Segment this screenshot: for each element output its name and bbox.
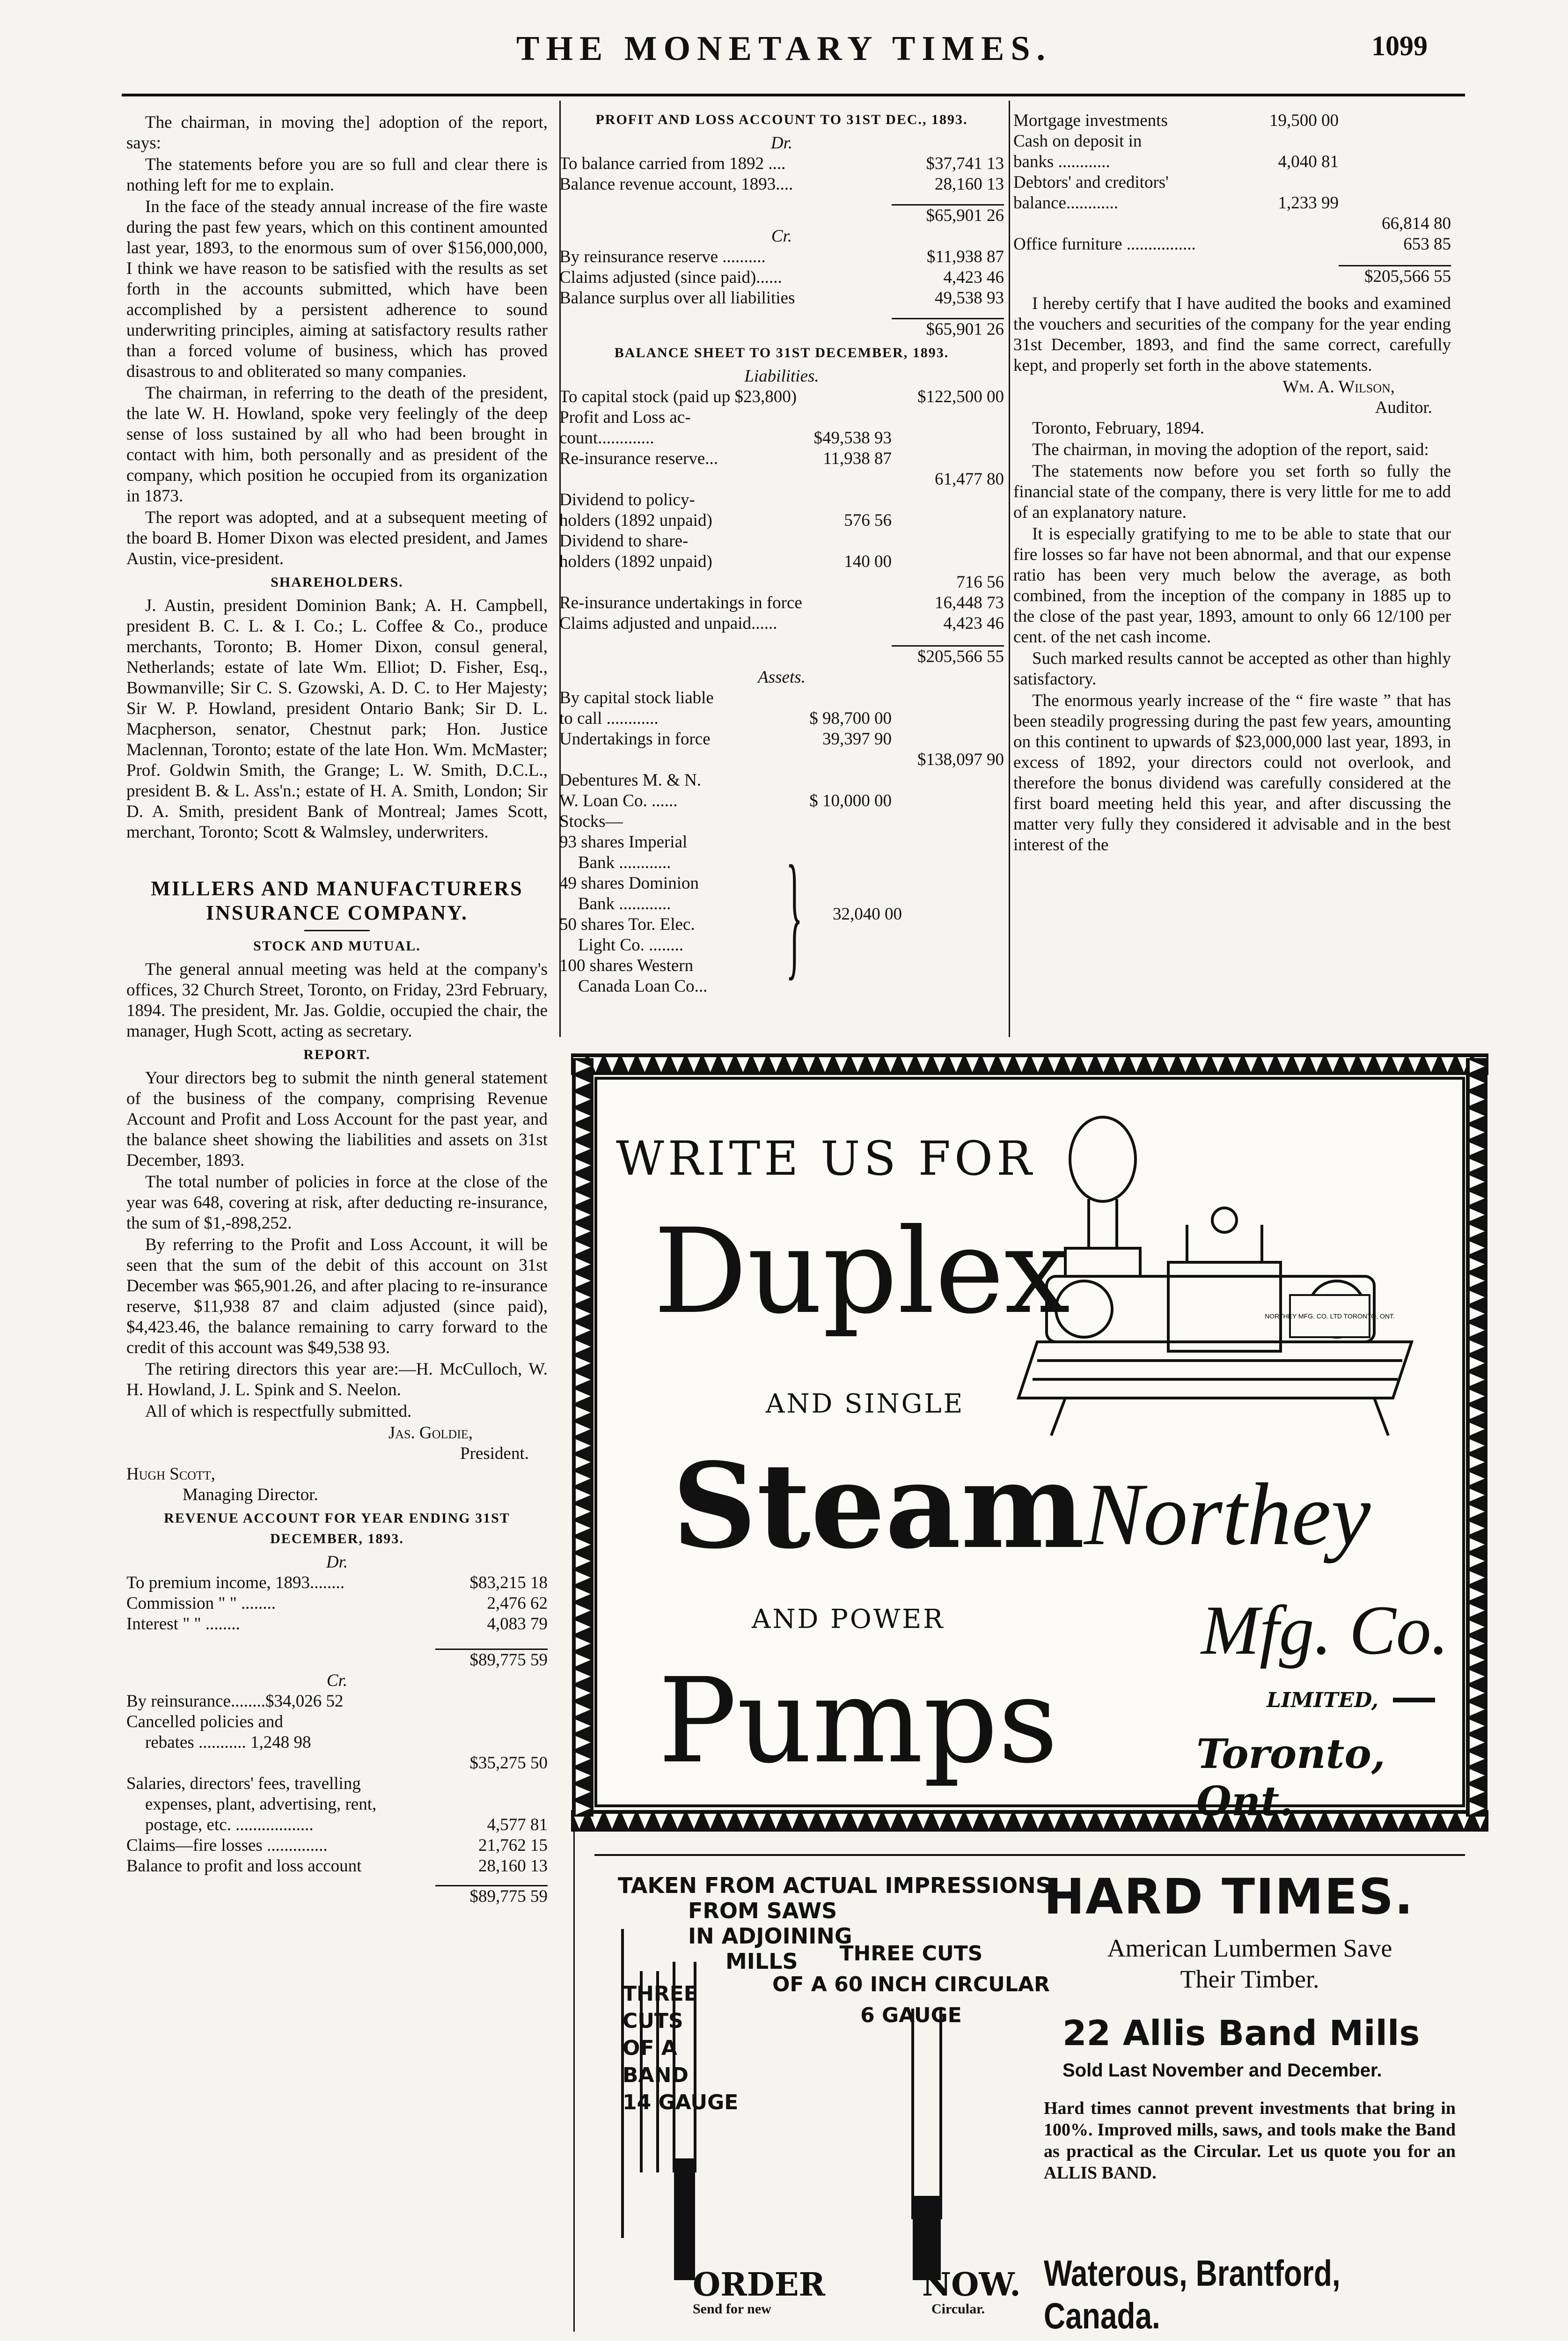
auditor-name: Wm. A. Wilson, [1282,377,1395,397]
table-row [559,729,1004,750]
row-amount [892,531,1004,552]
table-row [559,791,1004,811]
table-row: By reinsurance........$34,026 52 [126,1692,344,1711]
row-sub-amount [784,531,892,552]
row-label: Claims—fire losses .............. [126,1836,328,1855]
row-amount [892,811,1004,832]
paragraph: The report was adopted, and at a subsequent meeting of the board B. Homer Dixon was elected president, and James Austin, vice-president. [126,508,548,568]
assets-table [559,688,1004,832]
row-label: Re-insurance undertakings in force [559,593,802,612]
table-row [559,428,1004,449]
row-amount [1339,110,1451,131]
row-label: balance............ [1013,193,1118,213]
table-row [559,552,1004,572]
row-sub-amount [1231,172,1339,193]
audit-certificate: I hereby certify that I have audited the books and examined the vouchers and securities of the company for the year ending 31st December, 1893, and find the same correct, carefully kept, and properly set forth in the above statements. [1013,294,1451,375]
date-line: Toronto, February, 1894. [1032,419,1205,438]
row-sub-amount [784,613,892,634]
stocks-group [559,832,1004,997]
report-paragraph: The retiring directors this year are:—H. McCulloch, W. H. Howland, J. L. Spink and S. Neelon. [126,1360,548,1399]
row-label: Balance revenue account, 1893.... [559,175,793,194]
row-label [1013,213,1231,234]
row-amount [892,770,1004,791]
row-label: Dividend to share- [559,531,689,551]
table-row [126,1815,548,1835]
send-for-text: Send for new [693,2301,771,2317]
page-header-title: THE MONETARY TIMES. [516,29,1052,68]
allis-band-mills: 22 Allis Band Mills [1062,2013,1420,2054]
row-label: To capital stock (paid up $23,800) [559,387,797,406]
row-amount: 28,160 13 [935,175,1004,194]
row-label: Claims adjusted (since paid)...... [559,268,782,287]
table-row [559,449,1004,469]
row-amount: 16,448 73 [935,593,1004,612]
row-sub-amount [784,770,892,791]
row-label: By capital stock liable [559,688,714,707]
row-label: To balance carried from 1892 .... [559,154,786,173]
paragraph: Such marked results cannot be accepted as other than highly satisfactory. [1013,649,1451,689]
circular-text: Circular. [931,2301,985,2317]
row-sub-amount: 4,040 81 [1278,152,1339,171]
impressions-line-2: FROM SAWS [688,1898,837,1923]
row-amount: $83,215 18 [469,1573,548,1592]
and-power-text: AND POWER [752,1604,945,1634]
table-row [1013,152,1451,172]
pump-nameplate: NORTHEY MFG. CO. LTD TORONTO, ONT. [1265,1312,1395,1320]
shareholders-list: J. Austin, president Dominion Bank; A. H. Campbell, president B. C. L. & I. Co.; L. Coffee & Co., produce merchants, Toronto; B. Homer Dixon, consul general, Netherlands; estate of late Wm. Elliot; D. Fisher, Esq., Bowmanville; Sir C. S. Gzowski, A. D. C. to Her Majesty; Sir W. P. Howland, president Ontario Bank; Sir D. L. Macpherson, senator, Chestnut park; Hon. Justice Maclennan, Toronto; estate of the late Hon. Wm. McMaster; Prof. Goldwin Smith, the Grange; L. W. Smith, D.C.L., president B. & L. Ass'n.; estate of H. A. Smith, London; Sir D. A. Smith, president Bank of Montreal; James Scott, merchant, Toronto; Scott & Walmsley, underwriters. [126,596,548,842]
row-sub-amount: $ 98,700 00 [809,709,892,728]
report-paragraph: Your directors beg to submit the ninth general statement of the business of the company, comprising Revenue Account and Profit and Loss Account for the past year, and the balance sheet showing the liabilities and assets on 31st December, 1893. [126,1068,548,1170]
row-amount [892,791,1004,811]
row-sub-amount [802,593,901,613]
report-paragraph: By referring to the Profit and Loss Account, it will be seen that the sum of the debit of this account on 31st December was $65,901.26, and after placing to re-insurance reserve, $11,938 87 and claim adjusted (since paid), $4,423.46, the balance remaining to carry forward to the credit of this account was $49,538 93. [126,1235,548,1357]
northey-advert [594,1077,1465,1825]
row-label: postage, etc. .................. [145,1815,314,1834]
row-label [559,750,784,770]
table-row [559,174,1004,195]
row-amount [892,729,1004,750]
page-number: 1099 [1371,30,1428,61]
table-row [559,688,1004,708]
paragraph: It is especially gratifying to me to be able to state that our fire losses so far have not been abnormal, and that our expense ratio has been very much below the average, as both combined, from the inception of the company in 1885 up to the close of the past year, 1893, amount to only 66 12/100 per cent. of the net cash income. [1013,524,1451,647]
row-amount: $37,741 13 [926,154,1004,173]
row-label [559,572,784,593]
row-sub-amount [784,407,892,428]
row-sub-amount: $ 10,000 00 [809,791,892,810]
table-row [559,613,1004,634]
band-line: CUTS [623,2009,683,2033]
row-sub-amount [784,688,892,708]
pl-dr-total: $65,901 26 [926,206,1004,225]
stock-line: 50 shares Tor. Elec. [559,915,695,934]
revenue-cr-subtotal: $35,275 50 [469,1753,548,1773]
row-sub-amount: $49,538 93 [813,428,892,448]
row-amount: 2,476 62 [487,1594,548,1613]
shareholders-heading: SHAREHOLDERS. [271,574,403,590]
row-label: Debentures M. & N. [559,771,702,790]
row-amount [892,490,1004,510]
row-amount: 4,423 46 [943,614,1004,633]
stock-line: Canada Loan Co... [578,977,708,996]
row-label: Profit and Loss ac- [559,408,691,427]
signature-president: President. [460,1444,529,1463]
row-amount [1339,193,1451,213]
duplex-pump-illustration [1009,1108,1430,1445]
row-amount [892,407,1004,428]
toronto-ont-text: Toronto, Ont. [1196,1730,1385,1825]
millers-title: MILLERS AND MANUFACTURERS INSURANCE COMPANY. [151,877,523,924]
northey-text: Northey [1084,1465,1371,1564]
column-2 [559,107,1004,997]
limited-text: LIMITED, [1267,1688,1378,1712]
row-amount: $122,500 00 [917,387,1004,406]
row-sub-amount [784,469,892,490]
row-label: Debtors' and creditors' [1013,173,1169,192]
steam-text: Steam [672,1437,1085,1575]
signature-scott: Hugh Scott, [126,1465,216,1484]
table-row [559,247,1004,267]
sold-line: Sold Last November and December. [1062,2060,1382,2081]
row-label: Interest " " ........ [126,1614,240,1634]
limited-dash [1393,1698,1435,1702]
waterous-line: Waterous, Brantford, Canada. [1044,2253,1341,2336]
row-label: Re-insurance reserve... [559,449,718,468]
hard-times-heading: HARD TIMES. [1044,1868,1414,1925]
row-amount [1339,172,1451,193]
column-divider-2 [1009,101,1010,1037]
write-us-for: WRITE US FOR [616,1131,1036,1186]
row-amount: 4,577 81 [487,1815,548,1834]
row-sub-amount: 19,500 00 [1269,111,1339,130]
row-label: Dividend to policy- [559,490,695,509]
row-label: holders (1892 unpaid) [559,511,712,530]
report-paragraph: The total number of policies in force at the close of the year was 648, covering at risk, after deducting re-insurance, the sum of $1,-898,252. [126,1172,548,1233]
stock-line: Light Co. ........ [578,935,684,955]
row-amount [892,552,1004,572]
row-label: Balance surplus over all liabilities [559,288,795,308]
circular-line-1: THREE CUTS [839,1942,983,1966]
revenue-dr-total: $89,775 59 [469,1650,548,1670]
row-label: To premium income, 1893........ [126,1573,345,1592]
row-sub-amount [784,490,892,510]
their-timber-line: Their Timber. [1180,1965,1319,1993]
table-row: rebates ........... 1,248 98 [145,1733,311,1752]
band-line: BAND [623,2063,689,2087]
revenue-heading: REVENUE ACCOUNT FOR YEAR ENDING 31ST DECEMBER, 1893. [164,1510,510,1546]
row-amount: 61,477 80 [935,470,1004,489]
table-row [559,708,1004,729]
row-amount [1339,131,1451,152]
row-label [559,469,784,490]
table-row [559,288,1004,309]
table-row [126,1593,548,1614]
column-3 [1013,110,1451,856]
row-label: Office furniture ................ [1013,235,1196,254]
row-sub-amount [1231,131,1339,152]
row-label: Mortgage investments [1013,111,1168,130]
stocks-amount: 32,040 00 [833,905,902,924]
table-row [126,1573,548,1593]
row-sub-amount [784,811,892,832]
table-row [559,154,1004,174]
pl-dr-label: Dr. [770,133,793,153]
table-row [1013,234,1451,255]
divider [304,930,370,931]
row-amount [892,428,1004,449]
paragraph: In the face of the steady annual increase of the fire waste during the past few years, which on this continent amounted last year, 1893, to the enormous sum of over $156,000,000, I think we have reason to be satisfied with the results as set forth in the accounts submitted, which have been accomplished by a persistent adherence to sound underwriting principles, aiming at satisfactory results rather than a forced volume of business, which has proved disastrous to and obliterated so many companies. [126,197,548,381]
row-amount: 716 56 [956,573,1004,592]
row-amount: 49,538 93 [935,288,1004,308]
meeting-paragraph: The general annual meeting was held at the company's offices, 32 Church Street, Toronto, on Friday, 23rd February, 1894. The president, Mr. Jas. Goldie, occupied the chair, the manager, Hugh Scott, acting as secretary. [126,960,548,1041]
row-label: Commission " " ........ [126,1594,276,1613]
row-amount: $11,938 87 [926,247,1004,266]
stock-line: Bank ............ [578,853,671,872]
impressions-line-1: TAKEN FROM ACTUAL IMPRESSIONS [618,1873,1051,1898]
row-label: Stocks— [559,812,623,831]
assets-label: Assets. [758,668,806,687]
table-row [1013,193,1451,213]
paragraph: The chairman, in referring to the death of the president, the late W. H. Howland, spoke very feelingly of the deep sense of loss sustained by all who had been brought in contact with him, both personally and as president of the company, which position he occupied from its organization in 1873. [126,383,548,506]
paragraph: The statements now before you set forth so fully the financial state of the company, there is very little for me to add of an explanatory nature. [1013,462,1451,522]
signature-goldie: Jas. Goldie, [388,1423,473,1443]
signature-managing-director: Managing Director. [183,1485,318,1504]
row-sub-amount [797,387,898,407]
paragraph: The enormous yearly increase of the “ fire waste ” that has been steadily progressing during the past few years, amounting on this continent to upwards of $23,000,000 last year, 1893, in excess of 1892, your directors could not overlook, and therefore the bonus dividend was carefully considered at the first board meeting held this year, and after discussing the matter very fully they considered it advisable and in the best interest of the [1013,691,1451,854]
stock-line: 100 shares Western [559,956,694,975]
row-label: to call ............ [559,709,659,728]
table-row [559,811,1004,832]
row-sub-amount: 576 56 [844,511,892,530]
assets-continued-table [1013,110,1451,255]
stock-mutual-heading: STOCK AND MUTUAL. [253,938,421,954]
table-row [559,267,1004,288]
now-text: NOW. [922,2266,1021,2304]
row-sub-amount: 11,938 87 [823,449,892,468]
table-row: Cancelled policies and [126,1712,283,1731]
table-row [559,750,1004,770]
row-amount [892,688,1004,708]
profit-loss-heading: PROFIT AND LOSS ACCOUNT TO 31ST DEC., 1893. [595,112,968,127]
auditor-title: Auditor. [1375,398,1432,417]
row-label: Undertakings in force [559,729,711,749]
circular-cuts-label [772,1938,1050,2031]
row-amount: $138,097 90 [917,750,1004,769]
circular-line-2: OF A 60 INCH CIRCULAR [772,1973,1050,1996]
table-row [559,770,1004,791]
paragraph: The chairman, in moving the adoption of the report, said: [1032,440,1429,459]
stocks-list [559,832,756,997]
row-label: Cash on deposit in [1013,132,1142,151]
table-row: Salaries, directors' fees, travelling [126,1774,361,1793]
mfg-co-text: Mfg. Co. [1201,1591,1449,1669]
row-amount: 653 85 [1403,235,1451,254]
band-line: 14 GAUGE [623,2091,739,2114]
table-row [559,510,1004,531]
row-label: Claims adjusted and unpaid...... [559,614,777,633]
row-amount [1339,152,1451,172]
revenue-dr-label: Dr. [326,1553,348,1572]
chairman-intro: The chairman, in moving the] adoption of the report, says: [126,113,548,153]
liabilities-label: Liabilities. [744,367,819,386]
band-line: THREE [623,1982,698,2006]
row-sub-amount: 1,233 99 [1278,193,1339,213]
row-sub-amount [784,750,892,770]
revenue-cr-total: $89,775 59 [469,1887,548,1906]
header-rule [122,94,1465,96]
balance-sheet-heading: BALANCE SHEET TO 31ST DECEMBER, 1893. [614,345,949,361]
row-amount [892,449,1004,469]
row-amount: 66,814 80 [1382,214,1451,233]
pl-cr-label: Cr. [771,227,792,246]
stocks-brace: } [786,837,803,992]
row-sub-amount: 140 00 [844,552,892,571]
row-amount: 4,423 46 [943,268,1004,287]
row-label: By reinsurance reserve .......... [559,247,766,266]
table-row [559,531,1004,552]
stock-line: 93 shares Imperial [559,832,688,852]
stock-line: Bank ............ [578,894,671,913]
table-row: expenses, plant, advertising, rent, [145,1795,377,1814]
band-line: OF A [623,2036,677,2060]
and-single-text: AND SINGLE [766,1389,965,1419]
pl-cr-total: $65,901 26 [926,320,1004,339]
row-label: count............. [559,428,654,448]
row-amount [892,510,1004,531]
waterous-advert [594,1854,1465,2336]
row-amount: 4,083 79 [487,1614,548,1634]
liabilities-total: $205,566 55 [917,647,1004,666]
row-amount [892,708,1004,729]
ad-divider [594,1854,1465,1856]
paragraph: The statements before you are so full and clear there is nothing left for me to explain. [126,155,548,195]
row-label: banks ............ [1013,152,1110,171]
row-sub-amount [1231,213,1339,234]
table-row [1013,131,1451,152]
stock-line: 49 shares Dominion [559,874,699,893]
table-row [559,593,1004,613]
impressions-line-3: IN ADJOINING [688,1923,852,1949]
table-row [126,1614,548,1634]
row-sub-amount [1231,234,1339,255]
table-row [559,490,1004,510]
saw-border-top [571,1053,1488,1075]
row-amount: 28,160 13 [478,1856,548,1876]
table-row [559,572,1004,593]
column-1 [126,112,548,1907]
order-text: ORDER [693,2266,826,2304]
duplex-text: Duplex [653,1203,1070,1340]
table-row [1013,213,1451,234]
impressions-line-4: MILLS [725,1949,798,1974]
row-label: W. Loan Co. ...... [559,791,678,810]
row-label: Balance to profit and loss account [126,1856,362,1876]
circular-line-3: 6 GAUGE [860,2003,962,2027]
row-sub-amount [784,572,892,593]
table-row [1013,172,1451,193]
table-row [559,469,1004,490]
liabilities-table [559,387,1004,634]
table-row [1013,110,1451,131]
pumps-text: Pumps [658,1653,1058,1789]
table-row [126,1856,548,1877]
report-paragraph: All of which is respectfully submitted. [145,1402,412,1421]
row-amount: 21,762 15 [478,1836,548,1855]
row-sub-amount: 39,397 90 [822,729,892,749]
table-row [559,407,1004,428]
table-row [559,387,1004,407]
revenue-cr-label: Cr. [326,1671,348,1690]
report-heading: REPORT. [303,1047,371,1062]
saw-border-right [1466,1058,1487,1817]
assets-total: $205,566 55 [1364,267,1451,286]
hard-times-body: Hard times cannot prevent investments that bring in 100%. Improved mills, saws, and tools make the Band as practical as the Circular. Let us quote you for an ALLIS BAND. [1044,2098,1456,2183]
saw-border-left [572,1058,593,1817]
american-line: American Lumbermen Save [1107,1934,1392,1962]
table-row [126,1835,548,1856]
row-label: holders (1892 unpaid) [559,552,712,571]
